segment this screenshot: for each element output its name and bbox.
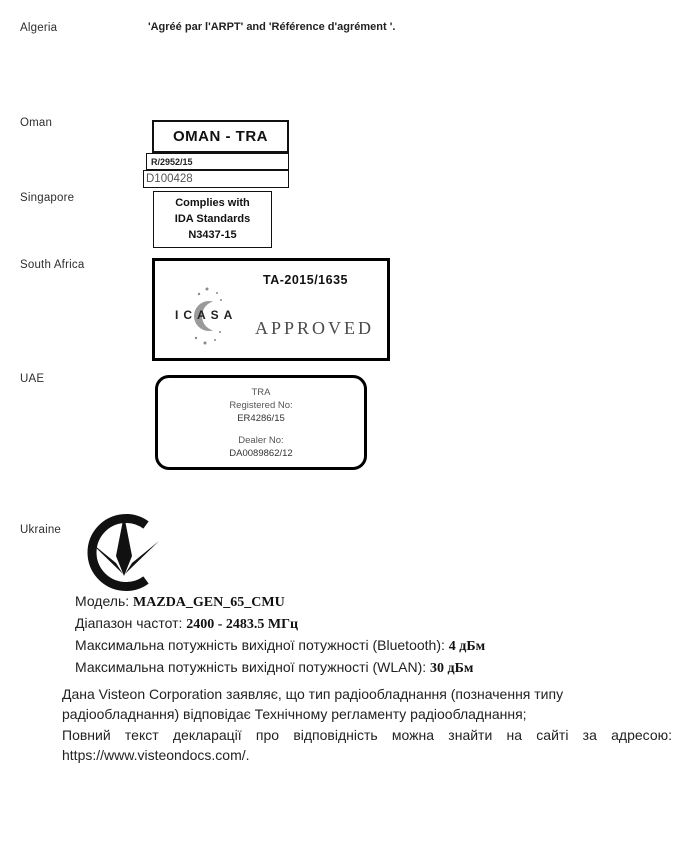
spec-frequency (75, 613, 635, 635)
spec-frequency-label: Діапазон частот: (75, 615, 187, 631)
oman-dealer-row (143, 170, 289, 188)
oman-registration-row (146, 153, 289, 170)
declaration-url: https://www.visteondocs.com/. (62, 746, 250, 763)
icasa-approved-text: APPROVED (255, 318, 375, 338)
uae-authority: TRA (251, 387, 271, 398)
oman-tra-label-header (152, 120, 289, 153)
country-label-south-africa: South Africa (20, 259, 85, 271)
icasa-approval-label (152, 258, 390, 361)
singapore-line1: Complies with (175, 197, 250, 209)
ukraine-conformity-mark-icon (76, 510, 168, 592)
singapore-approval-number: N3437-15 (188, 229, 237, 241)
spec-frequency-value: 2400 - 2483.5 МГц (186, 617, 299, 632)
uae-tra-label (155, 375, 367, 470)
country-label-uae: UAE (20, 373, 45, 385)
spec-wlan-label: Максимальна потужність вихідної потужності (WLAN): (75, 659, 431, 675)
spec-bluetooth-value: 4 дБм (448, 639, 486, 654)
uae-registered-number: ER4286/15 (237, 413, 285, 424)
uae-registered-label: Registered No: (229, 400, 293, 411)
icasa-logo-letters: ICASA (175, 308, 238, 322)
uae-spacer (158, 425, 364, 434)
uae-dealer-label: Dealer No: (238, 435, 284, 446)
singapore-ida-label (153, 191, 272, 248)
ukraine-device-specs (75, 591, 635, 679)
algeria-approval-text: 'Agréé par l'ARPT' and 'Référence d'agrément '. (148, 21, 396, 33)
oman-registration-number: R/2952/15 (151, 156, 193, 167)
spec-model-value: MAZDA_GEN_65_CMU (133, 595, 285, 610)
spec-bluetooth-label: Максимальна потужність вихідної потужності (Bluetooth): (75, 637, 449, 653)
country-label-singapore: Singapore (20, 192, 75, 204)
spec-wlan-power (75, 657, 635, 679)
oman-tra-title: OMAN - TRA (173, 128, 268, 145)
country-label-ukraine: Ukraine (20, 524, 62, 536)
declaration-line1: Дана Visteon Corporation заявляє, що тип радіообладнання (позначення типу (62, 686, 564, 702)
country-label-oman: Oman (20, 117, 53, 129)
spec-model (75, 591, 635, 613)
country-label-algeria: Algeria (20, 22, 58, 34)
spec-wlan-value: 30 дБм (430, 661, 474, 676)
spec-model-label: Модель: (75, 593, 134, 609)
declaration-line2: радіообладнання) відповідає Технічному регламенту радіообладнання; (62, 706, 527, 723)
oman-dealer-number: D100428 (146, 173, 193, 185)
spec-bluetooth-power (75, 635, 635, 657)
declaration-line3: Повний текст декларації про відповідність можна знайти на сайті за адресою: (62, 726, 672, 743)
ukraine-declaration-text (62, 684, 672, 765)
icasa-ta-number: TA-2015/1635 (263, 273, 348, 287)
uae-dealer-number: DA0089862/12 (229, 448, 293, 459)
singapore-line2: IDA Standards (174, 213, 251, 225)
